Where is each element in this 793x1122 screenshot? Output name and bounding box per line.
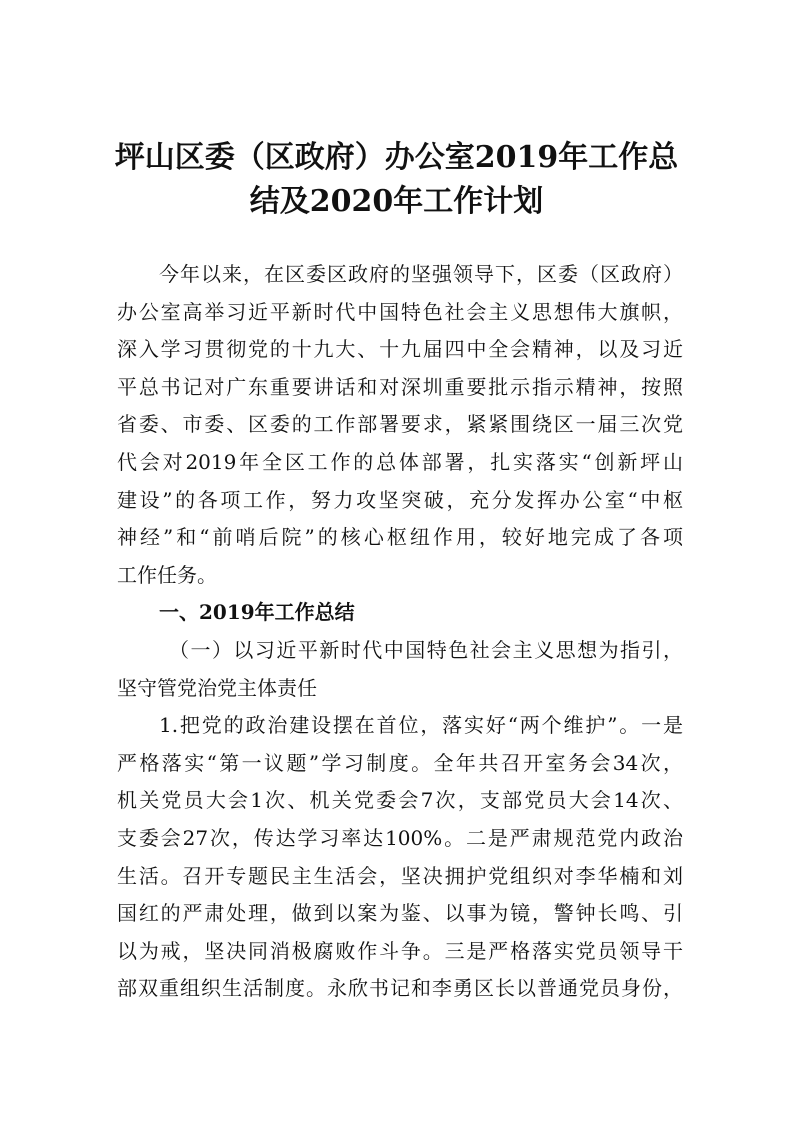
text-line: 今年以来，在区委区政府的坚强领导下，区委（区政府） <box>159 262 683 286</box>
section-heading: 一、2019年工作总结 <box>159 600 355 625</box>
text-line: 部双重组织生活制度。永欣书记和李勇区长以普通党员身份， <box>117 976 683 1001</box>
title-line-1: 坪山区委（区政府）办公室2019年工作总 <box>114 140 679 175</box>
text-line: 国红的严肃处理，做到以案为鉴、以事为镜，警钟长鸣、引 <box>117 901 683 926</box>
intro-paragraph <box>117 256 683 594</box>
text-line: 支委会27次，传达学习率达100%。二是严肃规范党内政治 <box>117 825 683 850</box>
document-title <box>0 136 793 224</box>
text-line: 神经”和“前哨后院”的核心枢纽作用，较好地完成了各项 <box>117 525 683 550</box>
text-line: 建设”的各项工作，努力攻坚突破，充分发挥办公室“中枢 <box>117 487 683 512</box>
text-line: 机关党员大会1次、机关党委会7次，支部党员大会14次、 <box>117 788 683 813</box>
text-line: 坚守管党治党主体责任 <box>117 675 317 700</box>
text-line: 以为戒，坚决同消极腐败作斗争。三是严格落实党员领导干 <box>117 938 683 963</box>
text-line: 1.把党的政治建设摆在首位，落实好“两个维护”。一是 <box>159 713 683 738</box>
document-body <box>117 256 683 1008</box>
text-line: 办公室高举习近平新时代中国特色社会主义思想伟大旗帜， <box>117 299 683 324</box>
text-line: 代会对2019年全区工作的总体部署，扎实落实“创新坪山 <box>117 449 683 474</box>
text-line: 严格落实“第一议题”学习制度。全年共召开室务会34次， <box>117 750 683 775</box>
text-line: 省委、市委、区委的工作部署要求，紧紧围绕区一届三次党 <box>117 412 683 437</box>
text-line: 深入学习贯彻党的十九大、十九届四中全会精神，以及习近 <box>117 337 683 362</box>
subsection-heading <box>117 632 683 707</box>
text-line: （一）以习近平新时代中国特色社会主义思想为指引， <box>169 637 683 662</box>
text-line: 平总书记对广东重要讲话和对深圳重要批示指示精神，按照 <box>117 374 683 399</box>
text-line: 生活。召开专题民主生活会，坚决拥护党组织对李华楠和刘 <box>117 863 683 888</box>
item-1-paragraph <box>117 707 683 1008</box>
text-line: 工作任务。 <box>117 562 217 587</box>
title-line-2: 结及2020年工作计划 <box>249 184 544 219</box>
